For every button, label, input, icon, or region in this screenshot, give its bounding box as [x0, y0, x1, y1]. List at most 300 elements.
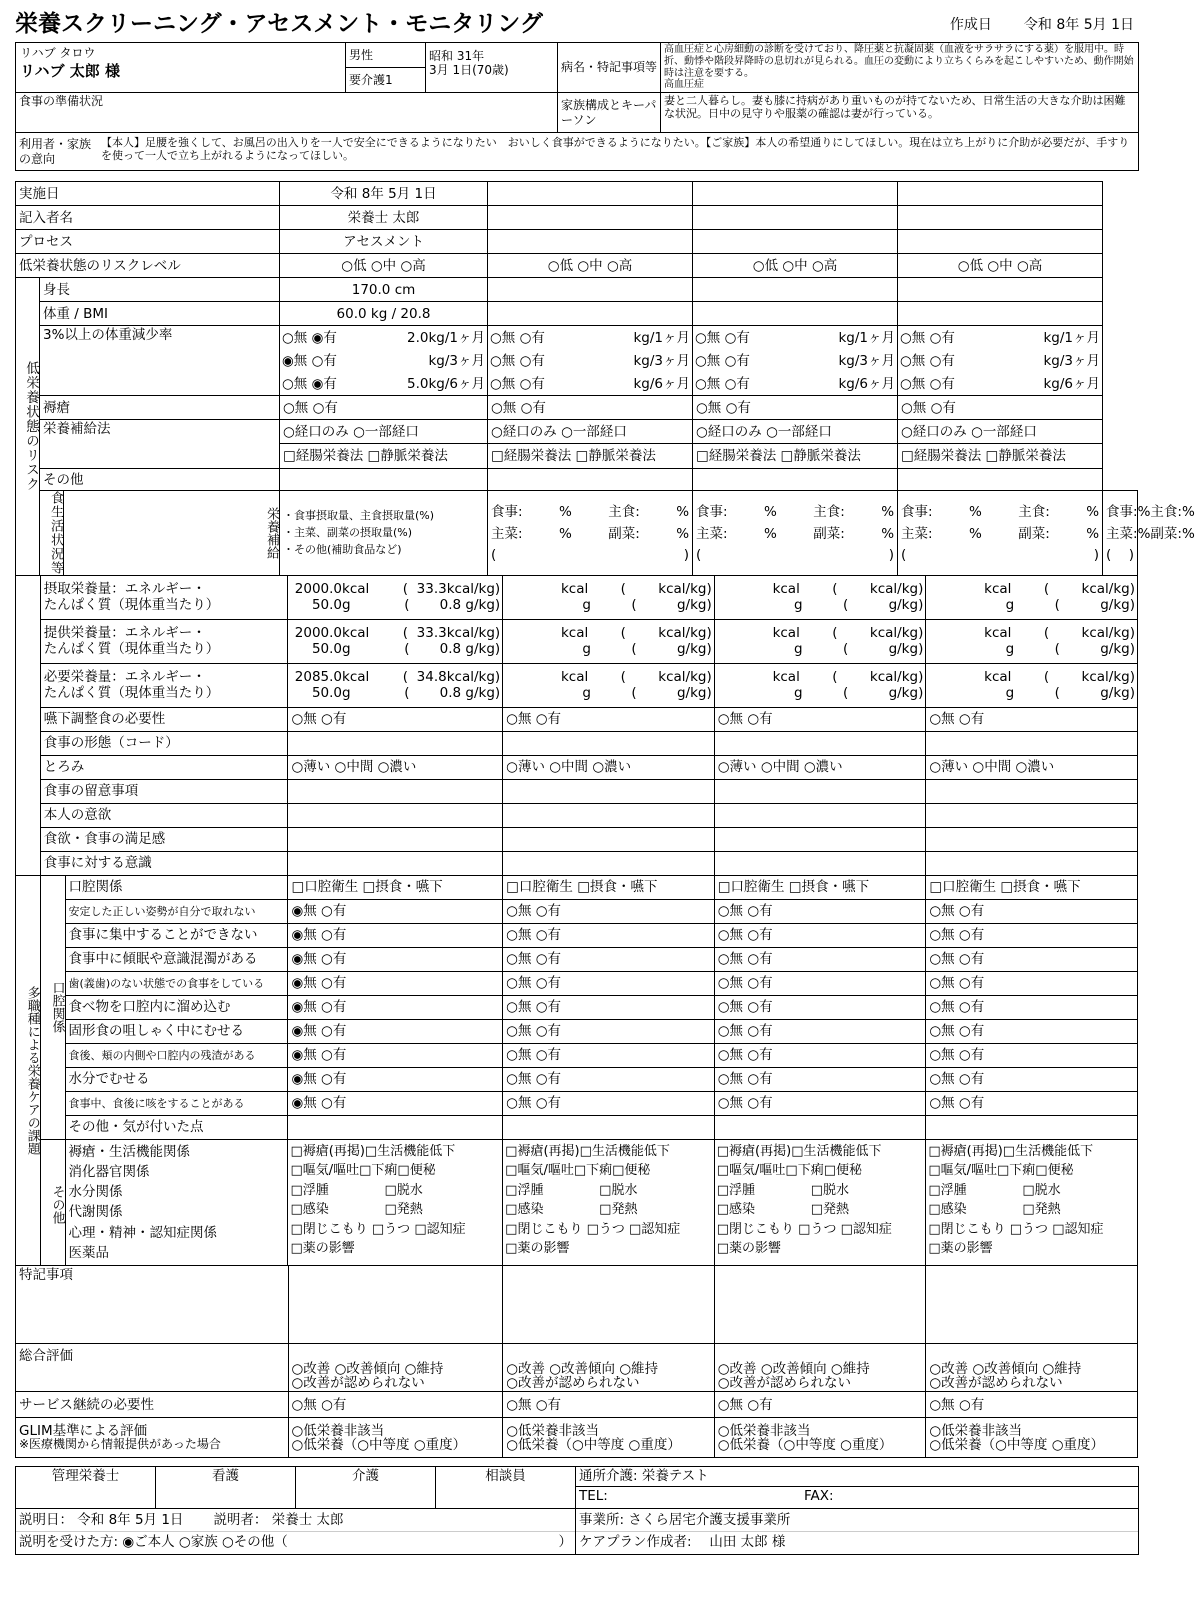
paren: ( — [402, 581, 409, 597]
risk-radio[interactable]: ○低 ○中 ○高 — [280, 254, 488, 278]
g-unit: g — [582, 685, 591, 702]
need-label-1: 必要栄養量：エネルギー・ — [43, 669, 206, 685]
meal-prep-label: 食事の準備状況 — [16, 93, 558, 133]
oral-item-3: 食事中に傾眠や意識混濁がある — [65, 947, 288, 971]
wl-radio-1m[interactable]: ○無 ◉有 — [282, 329, 337, 346]
wl-unit-6m: kg/6ヶ月 — [838, 375, 896, 392]
oral-radio[interactable]: ○無 ○有 — [503, 923, 715, 947]
other-check[interactable]: □発熱 — [599, 1202, 638, 1218]
pct: % — [1181, 503, 1195, 520]
paren: ( — [404, 685, 410, 702]
created-value: 令和 8年 5月 1日 — [1023, 17, 1134, 33]
service-radio[interactable]: ○無 ○有 — [503, 1392, 715, 1418]
paren: ) — [1128, 546, 1134, 563]
swallow-label: 嚥下調整食の必要性 — [40, 707, 288, 731]
weight-value: 60.0 kg / 20.8 — [280, 302, 488, 326]
oral-item-5: 食べ物を口腔内に溜め込む — [65, 995, 288, 1019]
supply-radio[interactable]: ○経口のみ ○一部経口 — [898, 420, 1103, 444]
kcal-per-kg-unit: kcal/kg) — [869, 625, 924, 641]
kcal-unit: kcal — [984, 669, 1012, 685]
tel-label: TEL: — [579, 1488, 608, 1505]
glim-radio[interactable]: ○低栄養非該当 — [291, 1422, 385, 1439]
oral-radio[interactable]: ○無 ○有 — [926, 923, 1138, 947]
oral-radio[interactable]: ○無 ○有 — [503, 1043, 715, 1067]
main-table-2 — [15, 575, 1138, 876]
oral-radio[interactable]: ○無 ○有 — [714, 1067, 926, 1091]
staple-label: 主食: — [1150, 503, 1182, 520]
paren: ( — [1043, 625, 1050, 641]
service-radio[interactable]: ○無 ○有 — [714, 1392, 926, 1418]
supply-label-1: 提供栄養量：エネルギー・ — [43, 625, 206, 641]
other-item-6: 医薬品 — [68, 1244, 110, 1261]
eval-radio[interactable]: ○改善 ○改善傾向 ○維持 — [506, 1360, 659, 1377]
swallow-radio[interactable]: ○無 ○有 — [714, 707, 926, 731]
height-value: 170.0 cm — [280, 278, 488, 302]
notes-label: 特記事項 — [16, 1266, 289, 1344]
other-check[interactable]: □嘔気/嘔吐□下痢□便秘 — [928, 1163, 1074, 1179]
paren: ( — [842, 597, 849, 614]
paren: ( — [404, 641, 410, 658]
other-check[interactable]: □薬の影響 — [928, 1241, 993, 1257]
g-per-kg-unit: g/kg) — [676, 597, 712, 614]
glim-radio[interactable]: ○低栄養非該当 — [717, 1422, 811, 1439]
wl-radio-3m[interactable]: ◉無 ○有 — [282, 352, 337, 369]
kcal-unit: kcal — [560, 625, 589, 641]
paren: ( — [631, 641, 637, 658]
eval-radio[interactable]: ○改善が認められない — [717, 1375, 852, 1392]
s-kpkg: 33.3kcal/kg) — [416, 625, 501, 641]
wl-unit-3m: kg/3ヶ月 — [838, 352, 896, 369]
wl-radio[interactable]: ○無 ○有 — [900, 329, 955, 346]
eval-radio[interactable]: ○改善が認められない — [291, 1375, 425, 1392]
glim-radio[interactable]: ○低栄養（○中等度 ○重度） — [717, 1436, 893, 1453]
other-check[interactable]: □脱水 — [810, 1182, 850, 1198]
paren: ( — [620, 669, 626, 685]
main-dish-label: 主菜: — [1106, 525, 1138, 542]
pct: % — [1181, 525, 1195, 542]
other-check[interactable]: □脱水 — [384, 1182, 423, 1198]
other-check[interactable]: □感染 — [505, 1202, 544, 1218]
paren: ( — [1054, 685, 1060, 702]
other-check[interactable]: □脱水 — [599, 1182, 638, 1198]
oral-check[interactable]: □口腔衛生 □摂食・嚥下 — [503, 875, 715, 899]
paren: ) — [683, 546, 690, 563]
oral-radio[interactable]: ○無 ○有 — [714, 1091, 926, 1115]
other-check[interactable]: □閉じこもり □うつ □認知症 — [928, 1221, 1104, 1237]
birth-date: 3月 1日(70歳) — [429, 63, 509, 78]
other-check[interactable]: □浮腫 — [290, 1182, 329, 1198]
sore-radio[interactable]: ○無 ○有 — [898, 396, 1103, 420]
meal-label: 食事: — [1106, 503, 1138, 520]
main-dish-label: 主菜: — [901, 525, 933, 542]
oral-radio[interactable]: ○無 ○有 — [714, 1043, 926, 1067]
wl-unit-6m: kg/6ヶ月 — [1043, 375, 1101, 392]
staple-label: 主食: — [1018, 503, 1050, 520]
glim-radio[interactable]: ○低栄養（○中等度 ○重度） — [929, 1436, 1105, 1453]
oral-radio[interactable]: ○無 ○有 — [926, 899, 1138, 923]
date-label: 実施日 — [16, 182, 280, 206]
energy-label-1: 摂取栄養量：エネルギー・ — [43, 581, 206, 597]
meal-label: 食事: — [696, 503, 728, 520]
awareness-label: 食事に対する意識 — [40, 851, 288, 875]
intent-label: 利用者・家族の意向 — [19, 137, 92, 166]
oral-radio[interactable]: ◉無 ○有 — [288, 995, 503, 1019]
recorder-label: 記入者名 — [16, 206, 280, 230]
other-check[interactable]: □閉じこもり □うつ □認知症 — [505, 1221, 681, 1237]
oral-check[interactable]: □口腔衛生 □摂食・嚥下 — [288, 875, 503, 899]
pct: % — [676, 503, 690, 520]
oral-item-8: 水分でむせる — [65, 1067, 288, 1091]
paren: ( — [832, 581, 838, 597]
oral-item-7: 食後、頬の内側や口腔内の残渣がある — [65, 1043, 288, 1067]
s-gpkg: 0.8 g/kg) — [439, 641, 501, 658]
n-kcal: 2085.0kcal — [294, 669, 370, 685]
oral-radio[interactable]: ○無 ○有 — [926, 1091, 1138, 1115]
intake-line-2: ・主菜、副菜の摂取量(%) — [283, 526, 413, 540]
patient-name: リハブ 太郎 様 — [20, 62, 120, 81]
n-kpkg: 34.8kcal/kg) — [416, 669, 501, 685]
family-label: 家族構成とキーパーソン — [558, 93, 661, 133]
wl-unit-3m: kg/3ヶ月 — [428, 352, 486, 369]
supply-check[interactable]: □経腸栄養法 □静脈栄養法 — [693, 444, 898, 469]
other-check[interactable]: □閉じこもり □うつ □認知症 — [290, 1221, 466, 1237]
office-day-service: 通所介護: 栄養テスト — [576, 1467, 1138, 1487]
g-per-kg-unit: g/kg) — [888, 641, 924, 658]
oral-radio[interactable]: ◉無 ○有 — [288, 1019, 503, 1043]
care-planner: ケアプラン作成者: 山田 太郎 様 — [579, 1533, 786, 1550]
side-dish-label: 副菜: — [608, 525, 640, 542]
other-check[interactable]: □嘔気/嘔吐□下痢□便秘 — [716, 1163, 862, 1179]
intent-text: 【本人】足腰を強くして、お風呂の出入りを一人で安全にできるようになりたい おいしく食事ができるようになりたい。【ご家族】本人の希望通りにしてほしい。現在は立ち上がりに介助が必要だが、手すりを使って一人で立ち上がれるようになってほしい。 — [101, 136, 1130, 163]
oral-radio[interactable]: ○無 ○有 — [503, 899, 715, 923]
paren: ( — [842, 641, 849, 658]
disease-label: 病名・特記事項等 — [558, 43, 661, 93]
eval-label: 総合評価 — [16, 1344, 289, 1392]
oral-radio[interactable]: ◉無 ○有 — [288, 1067, 503, 1091]
kcal-unit: kcal — [560, 669, 589, 685]
pct: % — [968, 503, 982, 520]
need-label-2: たんぱく質（現体重当たり） — [43, 685, 220, 702]
paren: ( — [620, 625, 626, 641]
role-counselor: 相談員 — [436, 1467, 576, 1509]
other-check[interactable]: □感染 — [290, 1202, 329, 1218]
disease-text: 高血圧症と心房細動の診断を受けており、降圧薬と抗凝固薬（血液をサラサラにする薬）を服用中。時折、動悸や階段昇降時の息切れが見られる。血圧の変動により立ちくらみを起こしやすいため、動作開始時は注意を要する。 — [664, 44, 1134, 79]
oral-radio[interactable]: ○無 ○有 — [714, 971, 926, 995]
risk-label: 低栄養状態のリスクレベル — [16, 254, 280, 278]
g-per-kg-unit: g/kg) — [888, 685, 924, 702]
other-check[interactable]: □嘔気/嘔吐□下痢□便秘 — [505, 1163, 651, 1179]
other-check[interactable]: □薬の影響 — [290, 1241, 355, 1257]
pressure-sore-label: 褥瘡 — [40, 396, 280, 420]
appetite-label: 食欲・食事の満足感 — [40, 827, 288, 851]
s-g: 50.0g — [311, 641, 351, 658]
wl-radio[interactable]: ○無 ○有 — [695, 375, 750, 392]
other-check[interactable]: □浮腫 — [505, 1182, 544, 1198]
kcal-unit: kcal — [984, 625, 1012, 641]
pct: % — [763, 525, 777, 542]
other-check[interactable]: □浮腫 — [928, 1182, 967, 1198]
form-label: 食事の形態（コード） — [40, 731, 288, 755]
other-check[interactable]: □発熱 — [810, 1202, 850, 1218]
main-table-3 — [15, 875, 1138, 1267]
paren: ( — [404, 597, 410, 614]
paren: ( — [491, 546, 497, 563]
service-radio[interactable]: ○無 ○有 — [926, 1392, 1138, 1418]
other-check[interactable]: □嘔気/嘔吐□下痢□便秘 — [290, 1163, 436, 1179]
family-text: 妻と二人暮らし。妻も膝に持病があり重いものが持てないため、日常生活の大きな介助は困難な状況。日中の見守りや服薬の確認は妻が行っている。 — [661, 93, 1139, 133]
kcal-per-kg-unit: kcal/kg) — [658, 625, 712, 641]
paren: ) — [888, 546, 895, 563]
supply-radio[interactable]: ○経口のみ ○一部経口 — [488, 420, 693, 444]
oral-radio[interactable]: ○無 ○有 — [503, 971, 715, 995]
glim-radio[interactable]: ○低栄養非該当 — [929, 1422, 1023, 1439]
intake-line-3: ・その他(補助食品など) — [283, 543, 402, 557]
kcal-unit: kcal — [772, 625, 800, 641]
oral-check[interactable]: □口腔衛生 □摂食・嚥下 — [926, 875, 1138, 899]
oral-radio[interactable]: ○無 ○有 — [926, 1067, 1138, 1091]
oral-label: 口腔関係 — [65, 875, 288, 899]
thick-radio[interactable]: ○薄い ○中間 ○濃い — [926, 755, 1138, 779]
g-unit: g — [582, 641, 591, 658]
oral-radio[interactable]: ○無 ○有 — [714, 995, 926, 1019]
s-kcal: 2000.0kcal — [294, 625, 370, 641]
office-care: 事業所: さくら居宅介護支援事業所 — [576, 1510, 1138, 1532]
kcal-per-kg-unit: kcal/kg) — [869, 581, 924, 597]
g-per-kg-unit: g/kg) — [1100, 641, 1135, 658]
service-label: サービス継続の必要性 — [16, 1392, 289, 1418]
g-per-kg-unit: g/kg) — [676, 641, 712, 658]
process-value-1: アセスメント — [280, 230, 488, 254]
paren: ( — [631, 597, 637, 614]
supply-check[interactable]: □経腸栄養法 □静脈栄養法 — [898, 444, 1103, 469]
oral-radio[interactable]: ◉無 ○有 — [288, 1043, 503, 1067]
explainer: 説明者： 栄養士 太郎 — [213, 1511, 344, 1528]
fax-label: FAX: — [804, 1488, 834, 1505]
wl-unit-1m: kg/1ヶ月 — [838, 329, 896, 346]
birth-era: 昭和 31年 — [429, 49, 485, 63]
risk-radio[interactable]: ○低 ○中 ○高 — [488, 254, 693, 278]
sore-radio[interactable]: ○無 ○有 — [693, 396, 898, 420]
oral-radio[interactable]: ◉無 ○有 — [288, 947, 503, 971]
paren: ( — [620, 581, 626, 597]
oral-radio[interactable]: ○無 ○有 — [503, 995, 715, 1019]
glim-radio[interactable]: ○低栄養（○中等度 ○重度） — [291, 1436, 467, 1453]
oral-radio[interactable]: ○無 ○有 — [503, 1067, 715, 1091]
paren: ( — [631, 685, 637, 702]
pct: % — [1086, 525, 1100, 542]
e-gpkg: 0.8 g/kg) — [439, 597, 501, 614]
care-level: 要介護1 — [346, 68, 426, 93]
supply-check[interactable]: □経腸栄養法 □静脈栄養法 — [488, 444, 693, 469]
kcal-per-kg-unit: kcal/kg) — [1081, 625, 1135, 641]
wl-radio[interactable]: ○無 ○有 — [490, 375, 545, 392]
paren: ( — [901, 546, 907, 563]
oral-check[interactable]: □口腔衛生 □摂食・嚥下 — [714, 875, 926, 899]
paren: ( — [1054, 597, 1060, 614]
eval-radio[interactable]: ○改善 ○改善傾向 ○維持 — [717, 1360, 870, 1377]
oral-radio[interactable]: ○無 ○有 — [714, 1019, 926, 1043]
glim-radio[interactable]: ○低栄養非該当 — [506, 1422, 599, 1439]
staple-label: 主食: — [608, 503, 640, 520]
n-g: 50.0g — [311, 685, 351, 702]
glim-radio[interactable]: ○低栄養（○中等度 ○重度） — [506, 1436, 681, 1453]
oral-radio[interactable]: ◉無 ○有 — [288, 1091, 503, 1115]
swallow-radio[interactable]: ○無 ○有 — [926, 707, 1138, 731]
other-label-1: その他 — [40, 469, 280, 491]
oral-radio[interactable]: ○無 ○有 — [714, 923, 926, 947]
other-check[interactable]: □発熱 — [1022, 1202, 1061, 1218]
oral-radio[interactable]: ○無 ○有 — [926, 1043, 1138, 1067]
oral-radio[interactable]: ◉無 ○有 — [288, 923, 503, 947]
paren: ( — [1054, 641, 1060, 658]
kcal-unit: kcal — [560, 581, 589, 597]
oral-item-6: 固形食の咀しゃく中にむせる — [65, 1019, 288, 1043]
g-per-kg-unit: g/kg) — [888, 597, 924, 614]
other-check[interactable]: □浮腫 — [716, 1182, 756, 1198]
other-check[interactable]: □褥瘡(再掲)□生活機能低下 — [505, 1143, 670, 1159]
wl-value-1m: 2.0kg/1ヶ月 — [407, 329, 486, 346]
risk-radio[interactable]: ○低 ○中 ○高 — [693, 254, 898, 278]
supply-label: 栄養補給法 — [40, 420, 280, 469]
other-check[interactable]: □閉じこもり □うつ □認知症 — [716, 1221, 892, 1237]
role-care: 介護 — [296, 1467, 436, 1509]
wl-unit-3m: kg/3ヶ月 — [1043, 352, 1101, 369]
g-unit: g — [794, 641, 803, 658]
role-nurse: 看護 — [156, 1467, 296, 1509]
energy-label-2: たんぱく質（現体重当たり） — [43, 597, 220, 614]
oral-radio[interactable]: ○無 ○有 — [926, 971, 1138, 995]
oral-item-9: 食事中、食後に咳をすることがある — [65, 1091, 288, 1115]
main-dish-label: 主菜: — [696, 525, 728, 542]
risk-radio[interactable]: ○低 ○中 ○高 — [898, 254, 1103, 278]
wl-radio-6m[interactable]: ○無 ◉有 — [282, 375, 337, 392]
g-unit: g — [582, 597, 591, 614]
oral-item-10: その他・気が付いた点 — [65, 1115, 288, 1139]
supply-check[interactable]: □経腸栄養法 □静脈栄養法 — [280, 444, 488, 469]
supply-radio[interactable]: ○経口のみ ○一部経口 — [693, 420, 898, 444]
receiver-radio[interactable]: 説明を受けた方: ◉ご本人 ○家族 ○その他（ — [19, 1533, 288, 1550]
thick-radio[interactable]: ○薄い ○中間 ○濃い — [288, 755, 503, 779]
wl-unit-3m: kg/3ヶ月 — [633, 352, 691, 369]
g-unit: g — [1005, 641, 1015, 658]
side-dish-label: 副菜: — [813, 525, 845, 542]
wl-radio[interactable]: ○無 ○有 — [695, 352, 750, 369]
explain-date: 説明日： 令和 8年 5月 1日 — [19, 1511, 184, 1528]
wl-radio[interactable]: ○無 ○有 — [695, 329, 750, 346]
oral-radio[interactable]: ○無 ○有 — [714, 899, 926, 923]
oral-radio[interactable]: ○無 ○有 — [926, 1019, 1138, 1043]
other-check[interactable]: □褥瘡(再掲)□生活機能低下 — [290, 1143, 456, 1159]
wl-radio[interactable]: ○無 ○有 — [900, 375, 955, 392]
sub-oral: 口腔関係 — [40, 875, 65, 1139]
main-dish-label: 主菜: — [491, 525, 523, 542]
kcal-per-kg-unit: kcal/kg) — [869, 669, 924, 685]
oral-radio[interactable]: ◉無 ○有 — [288, 899, 503, 923]
pct: % — [1137, 525, 1151, 542]
oral-radio[interactable]: ○無 ○有 — [926, 995, 1138, 1019]
swallow-radio[interactable]: ○無 ○有 — [288, 707, 503, 731]
pct: % — [676, 525, 690, 542]
pct: % — [881, 503, 895, 520]
other-check[interactable]: □薬の影響 — [716, 1241, 782, 1257]
other-check[interactable]: □薬の影響 — [505, 1241, 570, 1257]
g-unit: g — [794, 597, 803, 614]
oral-radio[interactable]: ○無 ○有 — [503, 1091, 715, 1115]
kcal-per-kg-unit: kcal/kg) — [658, 669, 712, 685]
page-title: 栄養スクリーニング・アセスメント・モニタリング — [15, 11, 543, 37]
other-item-2: 消化器官関係 — [68, 1163, 150, 1180]
oral-radio[interactable]: ○無 ○有 — [503, 947, 715, 971]
other-check[interactable]: □発熱 — [384, 1202, 423, 1218]
thick-label: とろみ — [40, 755, 288, 779]
other-check[interactable]: □脱水 — [1022, 1182, 1061, 1198]
service-radio[interactable]: ○無 ○有 — [288, 1392, 503, 1418]
wl-radio[interactable]: ○無 ○有 — [490, 329, 545, 346]
swallow-radio[interactable]: ○無 ○有 — [503, 707, 715, 731]
paren: ( — [832, 669, 838, 685]
wl-radio[interactable]: ○無 ○有 — [900, 352, 955, 369]
supply-radio[interactable]: ○経口のみ ○一部経口 — [280, 420, 488, 444]
height-label: 身長 — [40, 278, 280, 302]
eval-radio[interactable]: ○改善 ○改善傾向 ○維持 — [929, 1360, 1082, 1377]
name-kana: リハブ タロウ — [20, 46, 96, 60]
other-check[interactable]: □感染 — [928, 1202, 967, 1218]
section-risk: 低栄養状態のリスク — [16, 278, 40, 576]
thick-radio[interactable]: ○薄い ○中間 ○濃い — [714, 755, 926, 779]
glim-label-2: ※医療機関から情報提供があった場合 — [19, 1437, 221, 1452]
pct: % — [1086, 503, 1100, 520]
paren: ( — [832, 625, 838, 641]
pct: % — [763, 503, 777, 520]
staple-label: 主食: — [813, 503, 845, 520]
other-check[interactable]: □褥瘡(再掲)□生活機能低下 — [928, 1143, 1094, 1159]
e-kcal: 2000.0kcal — [294, 581, 370, 597]
other-item-1: 褥瘡・生活機能関係 — [68, 1143, 191, 1160]
n-gpkg: 0.8 g/kg) — [439, 685, 501, 702]
e-g: 50.0g — [311, 597, 351, 614]
paren: ) — [1093, 546, 1100, 563]
paren: ( — [842, 685, 849, 702]
other-item-5: 心理・精神・認知症関係 — [68, 1224, 218, 1241]
creation-date — [950, 14, 1134, 34]
e-kpkg: 33.3kcal/kg) — [416, 581, 501, 597]
oral-radio[interactable]: ○無 ○有 — [503, 1019, 715, 1043]
kcal-unit: kcal — [772, 669, 800, 685]
sore-radio[interactable]: ○無 ○有 — [488, 396, 693, 420]
wl-radio[interactable]: ○無 ○有 — [490, 352, 545, 369]
oral-item-4: 歯(義歯)のない状態での食事をしている — [65, 971, 288, 995]
paren: ( — [402, 625, 409, 641]
oral-radio[interactable]: ○無 ○有 — [926, 947, 1138, 971]
meal-label: 食事: — [491, 503, 523, 520]
sore-radio[interactable]: ○無 ○有 — [280, 396, 488, 420]
thick-radio[interactable]: ○薄い ○中間 ○濃い — [503, 755, 715, 779]
oral-radio[interactable]: ◉無 ○有 — [288, 971, 503, 995]
pct: % — [968, 525, 982, 542]
eval-radio[interactable]: ○改善 ○改善傾向 ○維持 — [291, 1360, 444, 1377]
kcal-unit: kcal — [772, 581, 800, 597]
eval-radio[interactable]: ○改善が認められない — [506, 1375, 640, 1392]
intake-line-1: ・食事摂取量、主食摂取量(%) — [283, 509, 435, 523]
sex: 男性 — [346, 43, 426, 68]
eval-radio[interactable]: ○改善が認められない — [929, 1375, 1063, 1392]
other-check[interactable]: □感染 — [716, 1202, 756, 1218]
section-multidisc: 多職種による栄養ケアの課題 — [16, 875, 41, 1266]
main-table-4 — [15, 1265, 1138, 1458]
other-check[interactable]: □褥瘡(再掲)□生活機能低下 — [716, 1143, 882, 1159]
other-item-4: 代謝関係 — [68, 1204, 123, 1221]
oral-radio[interactable]: ○無 ○有 — [714, 947, 926, 971]
